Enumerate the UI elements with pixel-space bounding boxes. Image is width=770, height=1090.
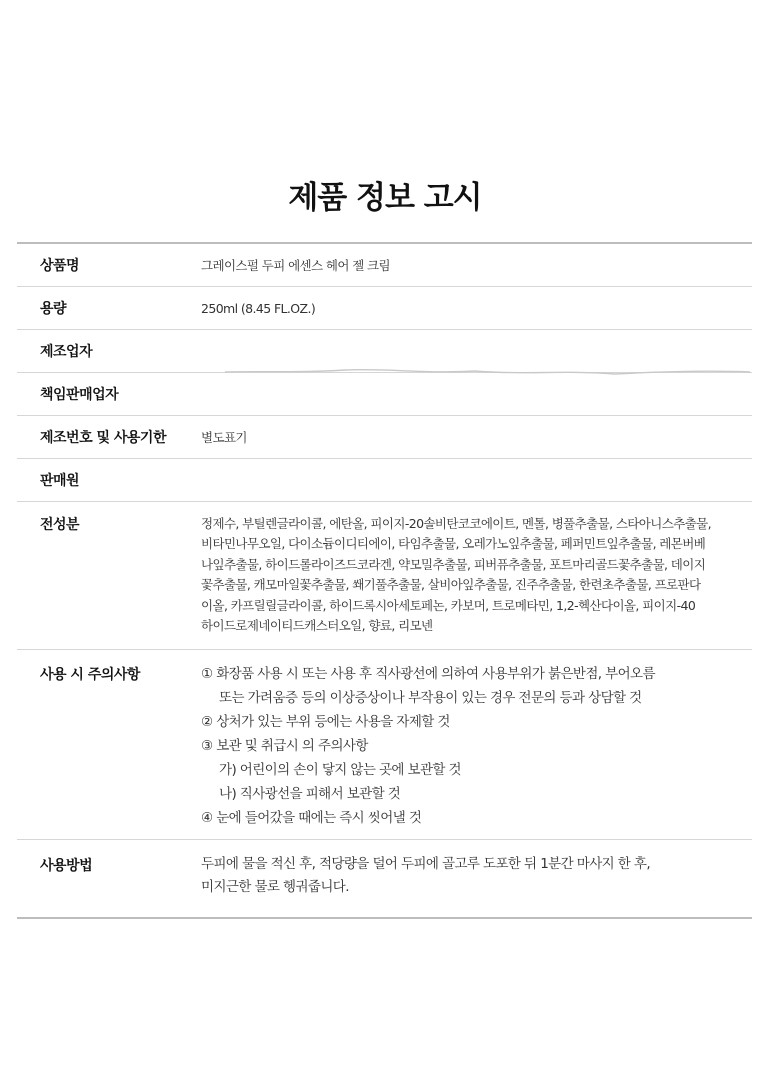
usage-line: 두피에 물을 적신 후, 적당량을 덜어 두피에 골고루 도포한 뒤 1분간 마사지 한 후,: [201, 856, 651, 873]
row-lot-expiry: [17, 416, 752, 459]
page-title: 제품 정보 고시: [288, 180, 482, 216]
row-label: 전성분: [40, 517, 80, 533]
row-label: 사용방법: [40, 858, 93, 875]
row-label: 사용 시 주의사항: [40, 667, 140, 684]
row-value: 그레이스펄 두피 에센스 헤어 젤 크림: [201, 258, 390, 273]
caution-line: ① 화장품 사용 시 또는 사용 후 직사광선에 의하여 사용부위가 붉은반점, 부어오름: [201, 666, 655, 683]
ingredient-line: 꽃추출물, 캐모마일꽃추출물, 쐐기풀추출물, 살비아잎추출물, 진주추출물, 한련초추출물, 프로판다: [201, 577, 701, 593]
ingredient-line: 비타민나무오일, 다이소듐이디티에이, 타임추출물, 오레가노잎추출물, 페퍼민트잎추출물, 레몬버베: [201, 536, 706, 552]
usage-line: 미지근한 물로 헹궈줍니다.: [201, 879, 349, 896]
ingredient-line: 정제수, 부틸렌글라이콜, 에탄올, 피이지-20솔비탄코코에이트, 멘톨, 병풀추출물, 스타아니스추출물,: [201, 516, 711, 531]
row-volume: [17, 287, 752, 330]
row-label: 판매원: [40, 473, 80, 489]
row-label: 용량: [40, 301, 67, 317]
row-value: [201, 853, 752, 899]
row-label: 책임판매업자: [40, 387, 119, 403]
row-value: [201, 514, 752, 636]
ingredient-line: 하이드로제네이티드캐스터오일, 향료, 리모넨: [201, 618, 433, 634]
caution-line: ③ 보관 및 취급시 의 주의사항: [201, 738, 368, 755]
caution-line: 가) 어린이의 손이 닿지 않는 곳에 보관할 것: [219, 762, 462, 779]
caution-line: 나) 직사광선을 피해서 보관할 것: [219, 786, 401, 803]
row-label: 제조업자: [40, 344, 93, 360]
row-label: 제조번호 및 사용기한: [40, 430, 166, 446]
row-distributor: [17, 459, 752, 502]
row-product-name: [17, 244, 752, 287]
ingredient-line: 이올, 카프릴릴글라이콜, 하이드록시아세토페논, 카보머, 트로메타민, 1,2-헥산다이올, 피이지-40: [201, 597, 696, 613]
ingredient-line: 나잎추출물, 하이드롤라이즈드코라겐, 약모밀추출물, 피버퓨추출물, 포트마리골드꽃추출물, 데이지: [201, 556, 706, 572]
row-value: [201, 662, 752, 830]
row-ingredients: [17, 502, 752, 650]
row-value: 250ml (8.45 FL.OZ.): [201, 300, 316, 316]
caution-line: ② 상처가 있는 부위 등에는 사용을 자제할 것: [201, 714, 450, 731]
row-cautions: [17, 650, 752, 840]
caution-line: 또는 가려움증 등의 이상증상이나 부작용이 있는 경우 전문의 등과 상담할 것: [219, 690, 642, 707]
row-value: 별도표기: [201, 430, 247, 445]
redaction-mark: [225, 366, 750, 380]
caution-line: ④ 눈에 들어갔을 때에는 즉시 씻어낼 것: [201, 810, 422, 827]
row-label: 상품명: [40, 258, 80, 274]
product-info-table: [17, 242, 752, 919]
row-usage: [17, 840, 752, 917]
